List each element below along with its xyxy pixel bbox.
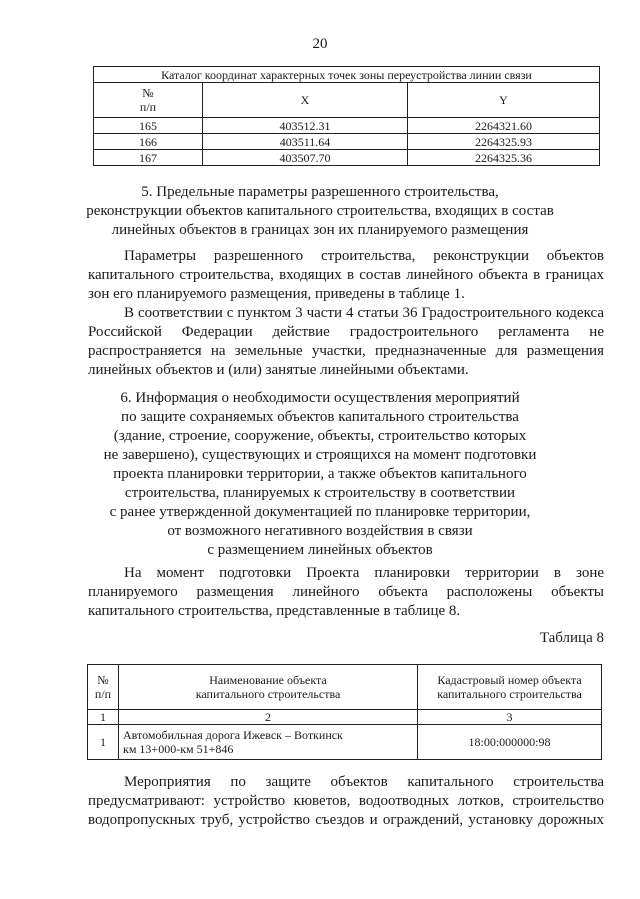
table-row: [94, 150, 600, 166]
section-6-heading-line: по защите сохраняемых объектов капитального строительства: [121, 409, 519, 425]
objects-header-cadastral: Кадастровый номер объекта капитального строительства: [418, 665, 602, 710]
coordinates-cell-x: 403512.31: [203, 118, 408, 134]
section-6-heading-line: строительства, планируемых к строительству в соответствии: [124, 485, 516, 501]
table-row: [88, 725, 602, 760]
section-6-heading-line: (здание, строение, сооружение, объекты, строительство которых: [113, 428, 527, 444]
objects-cell-num: 1: [88, 725, 119, 760]
coordinates-cell-num: 166: [94, 134, 203, 150]
coordinates-cell-num: 167: [94, 150, 203, 166]
coordinates-cell-num: 165: [94, 118, 203, 134]
section-6-heading-line: от возможного негативного воздействия в связи: [167, 523, 473, 539]
section-6-heading-line: с ранее утвержденной документацией по планировке территории,: [109, 504, 531, 520]
section-5-heading-line: линейных объектов в границах зон их планируемого размещения: [111, 222, 529, 238]
section-6-paragraph-1: [88, 564, 604, 621]
section-6-heading: [20, 389, 620, 560]
section-6-heading-line: 6. Информация о необходимости осуществления мероприятий: [120, 390, 520, 406]
table-8-label: Таблица 8: [539, 630, 604, 646]
section-6-heading-line: с размещением линейных объектов: [207, 542, 433, 558]
coordinates-header-y: Y: [408, 83, 600, 118]
section-5-heading-line: реконструкции объектов капитального строительства, входящих в состав: [86, 203, 554, 219]
section-6-heading-line: проекта планировки территории, а также объектов капитального: [113, 466, 527, 482]
coordinates-header-x: X: [203, 83, 408, 118]
final-paragraph-text: Мероприятия по защите объектов капитального строительства предусматривают: устройство кюветов, водоотводных лотков, строительство водопропускных труб, устройство съездов и ограждений, установку дорожных: [88, 774, 604, 828]
section-5-paragraph-2: [88, 304, 604, 380]
section-5-paragraph-1-text: Параметры разрешенного строительства, реконструкции объектов капитального строительства, входящих в состав линейного объекта в границах зон его планируемого размещения, приведены в таблице 1.: [88, 248, 604, 302]
objects-column-number: 2: [119, 710, 418, 725]
objects-column-number: 1: [88, 710, 119, 725]
coordinates-cell-x: 403507.70: [203, 150, 408, 166]
section-5-paragraph-1: [88, 247, 604, 304]
objects-column-number: 3: [418, 710, 602, 725]
coordinates-cell-y: 2264325.36: [408, 150, 600, 166]
coordinates-cell-y: 2264325.93: [408, 134, 600, 150]
section-6-paragraph-1-text: На момент подготовки Проекта планировки территории в зоне планируемого размещения линейного объекта расположены объекты капитального строительства, представленные в таблице 8.: [88, 565, 604, 619]
section-5-paragraph-2-text: В соответствии с пунктом 3 части 4 статьи 36 Градостроительного кодекса Российской Федерации действие градостроительного регламента не распространяется на земельные участки, предназначенные для размещения линейных объектов и (или) занятые линейными объектами.: [88, 305, 604, 378]
objects-table: [87, 664, 602, 760]
table-row: [94, 118, 600, 134]
coordinates-table: [93, 66, 600, 166]
coordinates-cell-y: 2264321.60: [408, 118, 600, 134]
coordinates-table-caption: Каталог координат характерных точек зоны переустройства линии связи: [94, 67, 600, 83]
table-row: [94, 134, 600, 150]
coordinates-header-num: № п/п: [94, 83, 203, 118]
objects-header-name: Наименование объекта капитального строительства: [119, 665, 418, 710]
section-5-heading-line: 5. Предельные параметры разрешенного строительства,: [141, 184, 499, 200]
section-6-heading-line: не завершено), существующих и строящихся на момент подготовки: [103, 447, 537, 463]
coordinates-cell-x: 403511.64: [203, 134, 408, 150]
final-paragraph: [88, 773, 604, 830]
objects-cell-name: Автомобильная дорога Ижевск – Воткинск км 13+000-км 51+846: [119, 725, 418, 760]
section-5-heading: [20, 183, 620, 240]
objects-cell-cadastral: 18:00:000000:98: [418, 725, 602, 760]
objects-header-num: № п/п: [88, 665, 119, 710]
page-number: 20: [312, 36, 328, 52]
